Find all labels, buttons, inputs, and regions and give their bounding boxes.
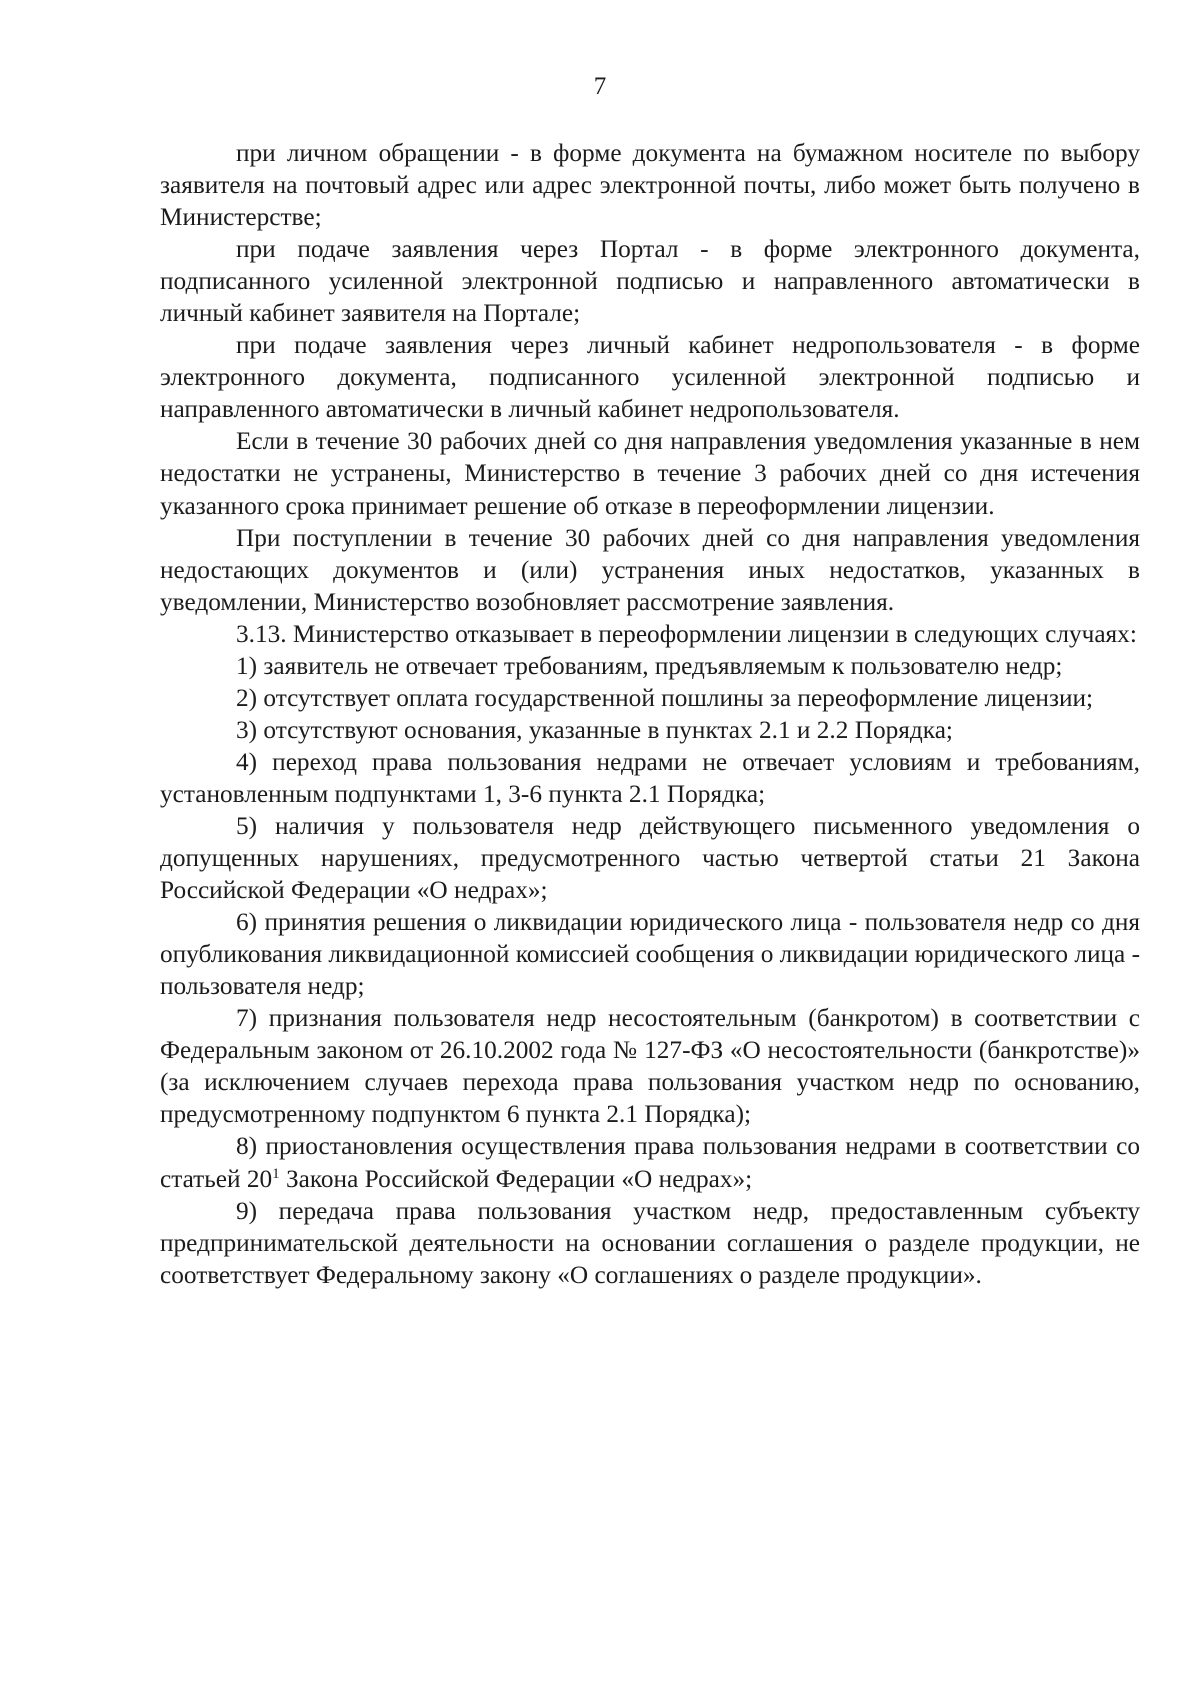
paragraph-portal-submission: при подаче заявления через Портал - в форме электронного документа, подписанного усиленной электронной подписью и направленного автоматически в личный кабинет заявителя на Портале; [160,235,1140,328]
refusal-item-8-text-start: 8) приостановления осуществления права пользования недрами в соответствии со статьей 20 [160,1132,1140,1193]
article-superscript: 1 [272,1165,280,1182]
refusal-item-9: 9) передача права пользования участком недр, предоставленным субъекту предпринимательской деятельности на основании соглашения о разделе продукции, не соответствует Федеральному закону «О соглашениях о разделе продукции». [160,1196,1140,1289]
refusal-item-2: 2) отсутствует оплата государственной пошлины за переоформление лицензии; [236,683,1094,712]
refusal-item-7: 7) признания пользователя недр несостоятельным (банкротом) в соответствии с Федеральным законом от 26.10.2002 года № 127-ФЗ «О несостоятельности (банкротстве)» (за исключением случаев перехода права пользования участком недр по основанию, предусмотренному подпунктом 6 пункта 2.1 Порядка); [160,1004,1140,1129]
refusal-item-8 [160,1130,1140,1194]
document-body [160,137,1140,1291]
paragraph-deficiencies-not-fixed: Если в течение 30 рабочих дней со дня направления уведомления указанные в нем недостатки не устранены, Министерство в течение 3 рабочих дней со дня истечения указанного срока принимает решение об отказе в переоформлении лицензии. [160,427,1140,520]
refusal-item-5: 5) наличия у пользователя недр действующего письменного уведомления о допущенных нарушениях, предусмотренного частью четвертой статьи 21 Закона Российской Федерации «О недрах»; [160,811,1140,905]
refusal-item-8-text-end: Закона Российской Федерации «О недрах»; [279,1164,753,1193]
paragraph-personal-appeal: при личном обращении - в форме документа на бумажном носителе по выбору заявителя на почтовый адрес или адрес электронной почты, либо может быть получено в Министерстве; [160,139,1140,232]
refusal-item-6: 6) принятия решения о ликвидации юридического лица - пользователя недр со дня опубликования ликвидационной комиссией сообщения о ликвидации юридического лица - пользователя недр; [160,908,1141,1001]
paragraph-refusal-grounds-heading: 3.13. Министерство отказывает в переоформлении лицензии в следующих случаях: [236,619,1137,648]
page-number: 7 [593,73,607,100]
refusal-item-1: 1) заявитель не отвечает требованиям, предъявляемым к пользователю недр; [236,651,1063,680]
refusal-item-4: 4) переход права пользования недрами не отвечает условиям и требованиям, установленным подпунктами 1, 3-6 пункта 2.1 Порядка; [160,747,1140,808]
paragraph-review-resumed: При поступлении в течение 30 рабочих дней со дня направления уведомления недостающих документов и (или) устранения иных недостатков, указанных в уведомлении, Министерство возобновляет рассмотрение заявления. [160,523,1140,616]
paragraph-subsoil-user-cabinet: при подаче заявления через личный кабинет недропользователя - в форме электронного документа, подписанного усиленной электронной подписью и направленного автоматически в личный кабинет недропользователя. [160,331,1140,424]
refusal-item-3: 3) отсутствуют основания, указанные в пунктах 2.1 и 2.2 Порядка; [236,715,953,744]
